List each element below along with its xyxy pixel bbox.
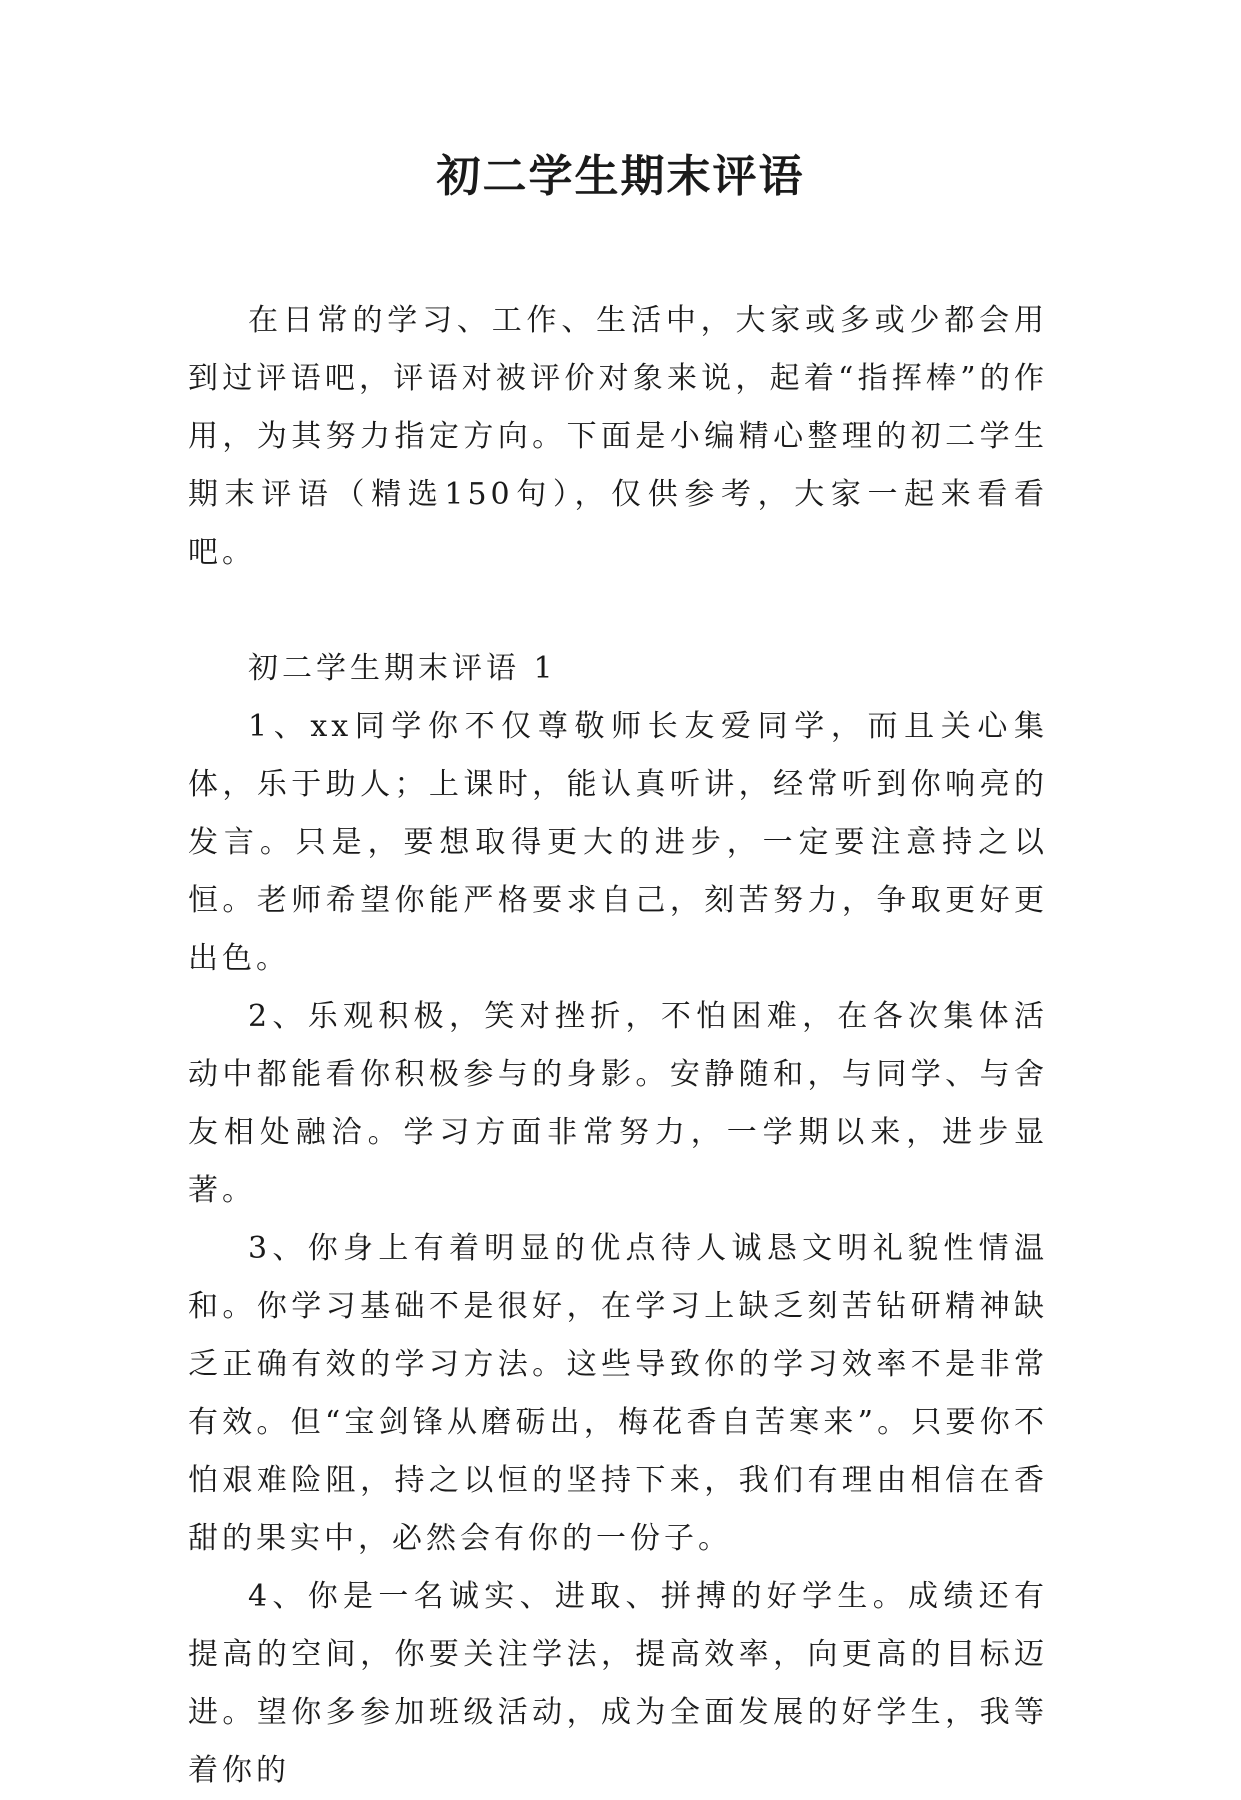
document-body — [188, 292, 1048, 1800]
document-title: 初二学生期末评语 — [436, 151, 805, 202]
comment-item-2: 2、乐观积极，笑对挫折，不怕困难，在各次集体活动中都能看你积极参与的身影。安静随和，与同学、与舍友相处融洽。学习方面非常努力，一学期以来，进步显著。 — [188, 999, 1048, 1208]
intro-paragraph: 在日常的学习、工作、生活中，大家或多或少都会用到过评语吧，评语对被评价对象来说，起着“指挥棒”的作用，为其努力指定方向。下面是小编精心整理的初二学生期末评语（精选150句），仅供参考，大家一起来看看吧。 — [188, 303, 1048, 570]
section-heading: 初二学生期末评语 1 — [248, 651, 557, 686]
comment-item-3: 3、你身上有着明显的优点待人诚恳文明礼貌性情温和。你学习基础不是很好，在学习上缺乏刻苦钻研精神缺乏正确有效的学习方法。这些导致你的学习效率不是非常有效。但“宝剑锋从磨砺出，梅花香自苦寒来”。只要你不怕艰难险阻，持之以恒的坚持下来，我们有理由相信在香甜的果实中，必然会有你的一份子。 — [188, 1231, 1048, 1556]
comment-item-1: 1、xx同学你不仅尊敬师长友爱同学，而且关心集体，乐于助人；上课时，能认真听讲，经常听到你响亮的发言。只是，要想取得更大的进步，一定要注意持之以恒。老师希望你能严格要求自己，刻苦努力，争取更好更出色。 — [188, 709, 1048, 976]
comment-item-4: 4、你是一名诚实、进取、拼搏的好学生。成绩还有提高的空间，你要关注学法，提高效率，向更高的目标迈进。望你多参加班级活动，成为全面发展的好学生，我等着你的 — [188, 1579, 1048, 1788]
